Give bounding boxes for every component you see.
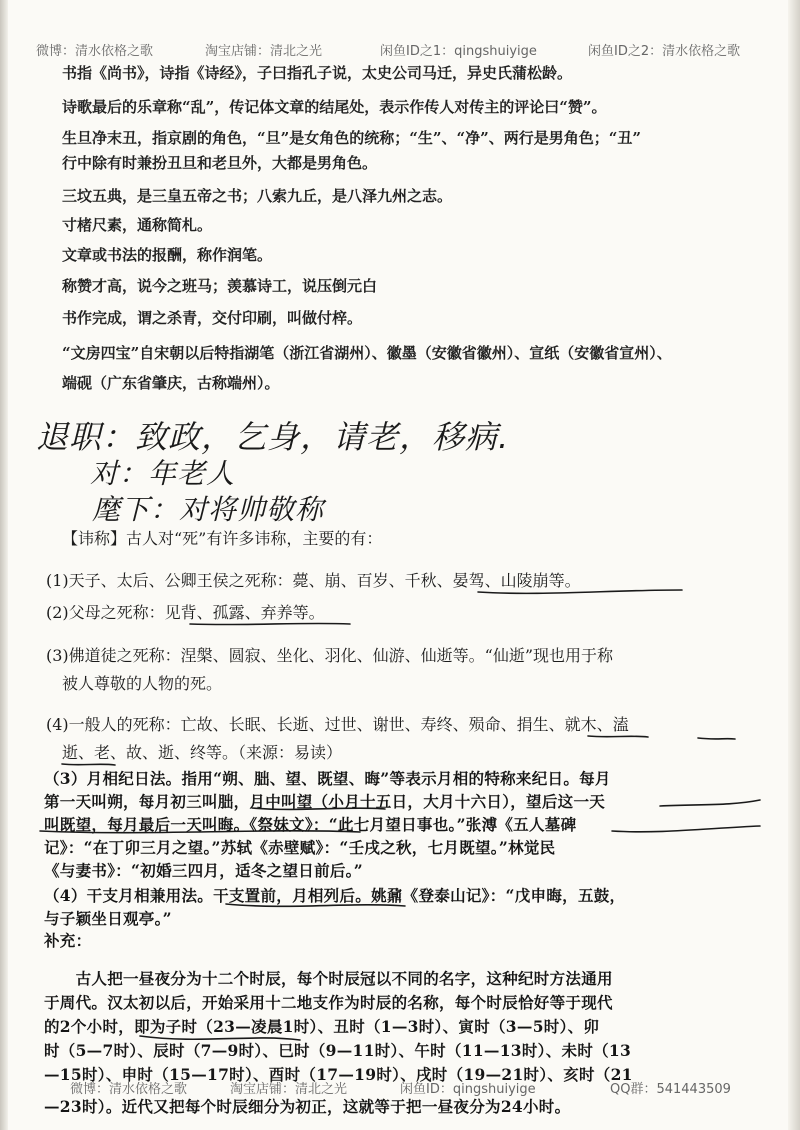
watermark-qq: QQ群：541443509 <box>610 1082 731 1097</box>
text-line: 诗歌最后的乐章称“乱”，传记体文章的结尾处，表示作传人对传主的评论曰“赞”。 <box>62 98 607 116</box>
watermark-xianyu-1: 闲鱼ID之1：qingshuiyige <box>380 44 537 59</box>
text-line: 书指《尚书》，诗指《诗经》，子曰指孔子说，太史公司马迁，异史氏蒲松龄。 <box>62 64 573 82</box>
text-line: (4)一般人的死称：亡故、长眠、长逝、过世、谢世、寿终、殒命、捐生、就木、溘 <box>46 715 629 734</box>
text-line: 第一天叫朔，每月初三叫朏，月中叫望（小月十五日，大月十六日），望后这一天 <box>44 792 606 811</box>
text-line: —23时）。近代又把每个时辰细分为初正，这就等于把一昼夜分为24小时。 <box>44 1097 571 1116</box>
handwritten-note: 对：年老人 <box>90 457 236 490</box>
text-line: (3)佛道徒之死称：涅槃、圆寂、坐化、羽化、仙游、仙逝等。“仙逝”现也用于称 <box>46 646 614 665</box>
text-line: 与子颖坐日观亭。” <box>44 909 172 928</box>
watermark-taobao: 淘宝店铺：清北之光 <box>230 1082 348 1097</box>
text-line: 生旦净末丑，指京剧的角色，“旦”是女角色的统称；“生”、“净”、两行是男角色；“丑” <box>62 129 642 147</box>
text-line: 书作完成，谓之杀青，交付印刷，叫做付梓。 <box>62 309 363 327</box>
text-line: (1)天子、太后、公卿王侯之死称：薨、崩、百岁、千秋、晏驾、山陵崩等。 <box>46 571 581 590</box>
text-line: 端砚（广东省肇庆，古称端州）。 <box>62 374 280 392</box>
text-line: (2)父母之死称：见背、孤露、弃养等。 <box>46 603 325 622</box>
text-line: 《与妻书》：“初婚三四月，适冬之望日前后。” <box>44 861 363 880</box>
text-line: 叫既望，每月最后一天叫晦。《祭妹文》：“此七月望日事也。”张溥《五人墓碑 <box>44 815 577 834</box>
text-line: 记》：“在丁卯三月之望。”苏轼《赤壁赋》：“壬戌之秋，七月既望。”林觉民 <box>44 838 556 857</box>
watermark-weibo: 微博：清水依格之歌 <box>70 1082 188 1097</box>
handwritten-note: 退职：致政，乞身，请老，移病. <box>36 418 510 456</box>
text-line: 的2个小时，即为子时（23—凌晨1时）、丑时（1—3时）、寅时（3—5时）、卯 <box>44 1017 600 1036</box>
watermark-weibo: 微博：清水依格之歌 <box>36 44 154 59</box>
text-line: 文章或书法的报酬，称作润笔。 <box>62 246 273 264</box>
watermark-taobao: 淘宝店铺：清北之光 <box>205 44 323 59</box>
text-line: 补充： <box>44 931 92 950</box>
text-line: 古人把一昼夜分为十二个时辰，每个时辰冠以不同的名字，这种纪时方法通用 <box>44 969 613 988</box>
handwritten-note: 麾下：对将帅敬称 <box>92 493 325 526</box>
text-line: 【讳称】古人对“死”有许多讳称，主要的有： <box>62 529 383 548</box>
text-line: “文房四宝”自宋朝以后特指湖笔（浙江省湖州）、徽墨（安徽省徽州）、宣纸（安徽省宣州）、 <box>62 344 672 362</box>
page-right-edge <box>788 0 800 1130</box>
underline-mark <box>698 738 735 739</box>
watermark-xianyu-2: 闲鱼ID之2：清水依格之歌 <box>588 44 741 59</box>
text-line: 被人尊敬的人物的死。 <box>62 674 223 693</box>
text-line: 称赞才高，说今之班马；羡慕诗工，说压倒元白 <box>62 277 378 295</box>
text-line: 于周代。汉太初以后，开始采用十二地支作为时辰的名称，每个时辰恰好等于现代 <box>44 993 613 1012</box>
text-line: 时（5—7时）、辰时（7—9时）、巳时（9—11时）、午时（11—13时）、未时（13 <box>44 1041 632 1060</box>
page-left-edge <box>0 0 8 1130</box>
text-line: —15时）、申时（15—17时）、酉时（17—19时）、戌时（19—21时）、亥时（21 <box>44 1065 633 1084</box>
underline-mark <box>62 764 115 765</box>
text-line: （3）月相纪日法。指用“朔、朏、望、既望、晦”等表示月相的特称来纪日。每月 <box>44 769 611 788</box>
text-line: 三坟五典，是三皇五帝之书；八索九丘，是八泽九州之志。 <box>62 187 453 205</box>
underline-mark <box>588 736 648 737</box>
text-line: （4）干支月相兼用法。干支置前，月相列后。姚鼐《登泰山记》：“戊申晦，五鼓， <box>44 886 626 905</box>
text-line: 行中除有时兼扮丑旦和老旦外，大都是男角色。 <box>62 154 378 172</box>
watermark-xianyu: 闲鱼ID：qingshuiyige <box>400 1082 536 1097</box>
text-line: 逝、老、故、逝、终等。（来源：易读） <box>62 743 343 762</box>
text-line: 寸楮尺素，通称简札。 <box>62 216 213 234</box>
